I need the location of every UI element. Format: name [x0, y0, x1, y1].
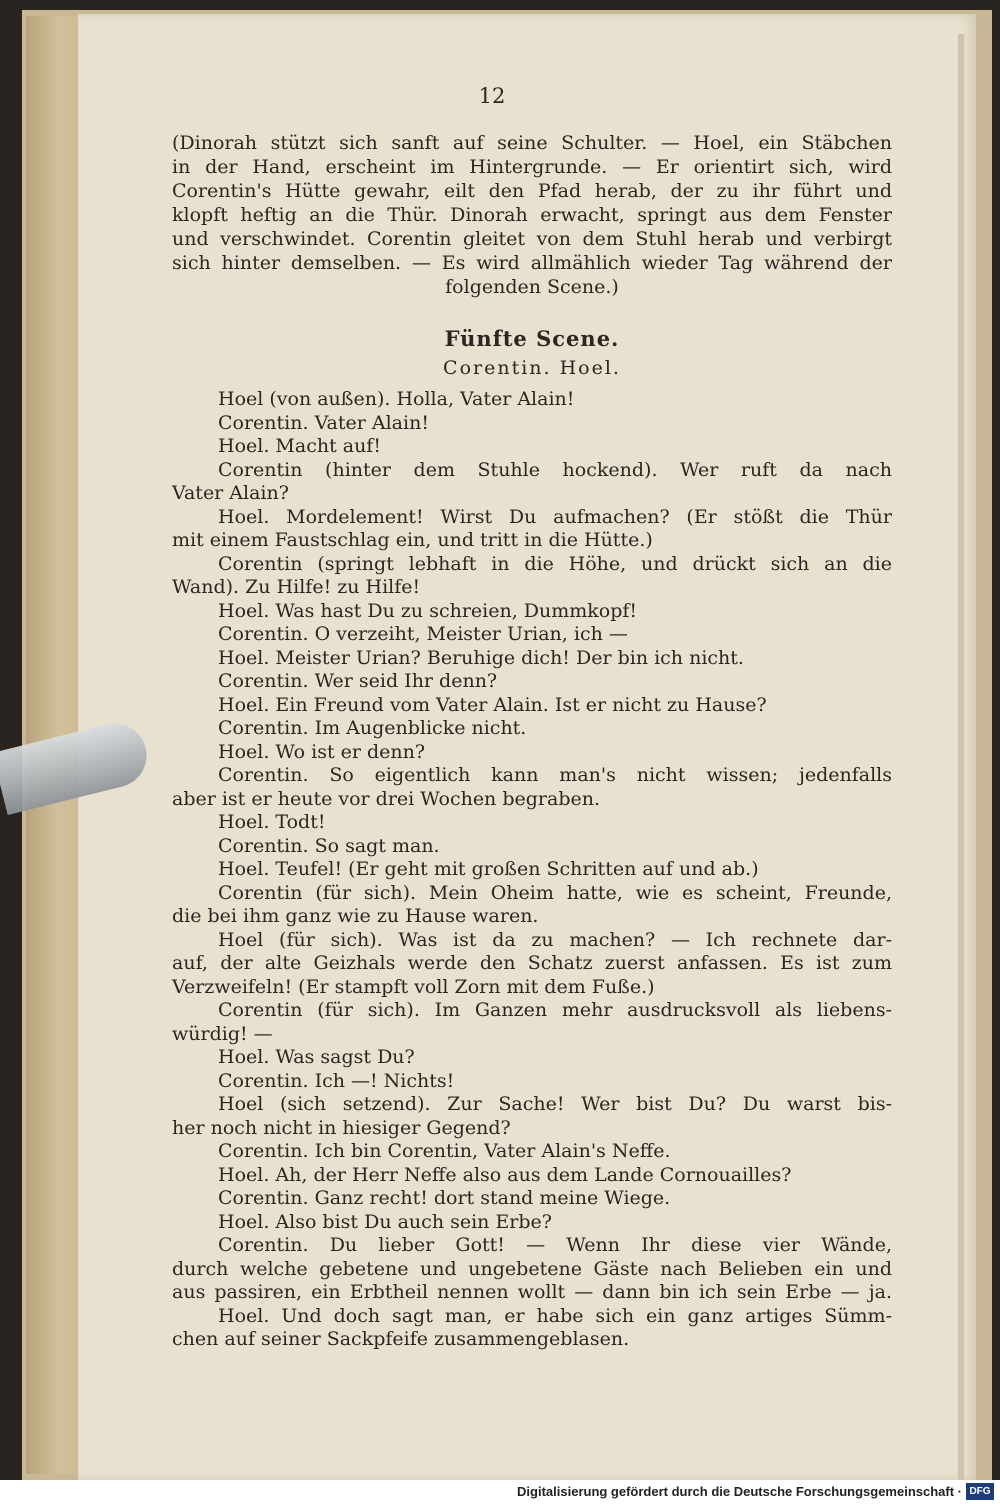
dialogue-line: Hoel. Was hast Du zu schreien, Dummkopf! — [218, 600, 638, 622]
dialogue-line: Hoel. Ah, der Herr Neffe also aus dem Lande Cornouailles? — [218, 1164, 792, 1186]
dialogue-line: Corentin (für sich). Im Ganzen mehr ausdrucksvoll als liebens- — [218, 999, 892, 1021]
dfg-logo: DFG — [966, 1483, 994, 1500]
dialogue-line: die bei ihm ganz wie zu Hause waren. — [172, 905, 539, 927]
page-number: 12 — [478, 84, 506, 108]
dialogue-line: Hoel (sich setzend). Zur Sache! Wer bist Du? Du warst bis- — [218, 1093, 892, 1115]
dialogue-line: mit einem Faustschlag ein, und tritt in die Hütte.) — [172, 529, 653, 551]
dialogue-line: Corentin. O verzeiht, Meister Urian, ich — — [218, 623, 628, 645]
dialogue-line: Hoel. Teufel! (Er geht mit großen Schritten auf und ab.) — [218, 858, 759, 880]
dialogue-line: Wand). Zu Hilfe! zu Hilfe! — [172, 576, 421, 598]
scene-characters: Corentin. Hoel. — [443, 357, 621, 379]
dialogue-line: Vater Alain? — [172, 482, 289, 504]
dialogue-line: durch welche gebetene und ungebetene Gäste nach Belieben ein und — [172, 1258, 892, 1280]
scene-heading: Fünfte Scene. — [444, 326, 620, 351]
text-line: in der Hand, erscheint im Hintergrunde. — Er orientirt sich, wird — [172, 156, 892, 178]
text-line: Corentin's Hütte gewahr, eilt den Pfad herab, der zu ihr führt und — [172, 180, 892, 202]
dialogue-line: Corentin (für sich). Mein Oheim hatte, wie es scheint, Freunde, — [218, 882, 892, 904]
text-line: klopft heftig an die Thür. Dinorah erwacht, springt aus dem Fenster — [172, 204, 892, 226]
dialogue-line: Hoel. Mordelement! Wirst Du aufmachen? (Er stößt die Thür — [218, 506, 892, 528]
dialogue-line: Corentin. So eigentlich kann man's nicht wissen; jedenfalls — [218, 764, 892, 786]
dialogue-line: Hoel. Wo ist er denn? — [218, 741, 426, 763]
dialogue-line: her noch nicht in hiesiger Gegend? — [172, 1117, 511, 1139]
dialogue-line: Verzweifeln! (Er stampft voll Zorn mit dem Fuße.) — [172, 976, 655, 998]
dialogue-line: aber ist er heute vor drei Wochen begraben. — [172, 788, 601, 810]
text-line: und verschwindet. Corentin gleitet von dem Stuhl herab und verbirgt — [172, 228, 892, 250]
dialogue-line: Hoel. Meister Urian? Beruhige dich! Der bin ich nicht. — [218, 647, 744, 669]
dialogue-line: aus passiren, ein Erbtheil nennen wollt — dann bin ich sein Erbe — ja. — [172, 1281, 892, 1303]
dialogue-line: Corentin. Im Augenblicke nicht. — [218, 717, 527, 739]
dialogue-line: Hoel. Und doch sagt man, er habe sich ein ganz artiges Sümm- — [218, 1305, 892, 1327]
dialogue-line: chen auf seiner Sackpfeife zusammengeblasen. — [172, 1328, 630, 1350]
footer-bar — [0, 1480, 1000, 1504]
footer-credit: Digitalisierung gefördert durch die Deutsche Forschungsgemeinschaft · — [517, 1484, 962, 1499]
dialogue-line: Corentin. Ich —! Nichts! — [218, 1070, 455, 1092]
dialogue-line: Corentin. Wer seid Ihr denn? — [218, 670, 498, 692]
dialogue-line: Corentin. Vater Alain! — [218, 412, 429, 434]
dialogue-line: Hoel. Macht auf! — [218, 435, 381, 457]
dialogue-line: Corentin. Ganz recht! dort stand meine Wiege. — [218, 1187, 671, 1209]
dialogue-line: Hoel. Was sagst Du? — [218, 1046, 415, 1068]
dialogue-line: Hoel (von außen). Holla, Vater Alain! — [218, 388, 575, 410]
dialogue-line: Corentin (hinter dem Stuhle hockend). Wer ruft da nach — [218, 459, 892, 481]
dialogue-line: Corentin. Du lieber Gott! — Wenn Ihr diese vier Wände, — [218, 1234, 892, 1256]
dialogue-line: auf, der alte Geizhals werde den Schatz zuerst anfassen. Es ist zum — [172, 952, 892, 974]
dialogue-line: würdig! — — [172, 1023, 273, 1045]
dialogue-line: Hoel (für sich). Was ist da zu machen? — Ich rechnete dar- — [218, 929, 892, 951]
dialogue-line: Corentin. Ich bin Corentin, Vater Alain's Neffe. — [218, 1140, 671, 1162]
dialogue-line: Corentin. So sagt man. — [218, 835, 440, 857]
page-edge — [958, 34, 964, 1484]
dialogue-line: Corentin (springt lebhaft in die Höhe, und drückt sich an die — [218, 553, 892, 575]
text-line: sich hinter demselben. — Es wird allmählich wieder Tag während der — [172, 252, 892, 274]
text-line: (Dinorah stützt sich sanft auf seine Schulter. — Hoel, ein Stäbchen — [172, 132, 892, 154]
dialogue-line: Hoel. Todt! — [218, 811, 326, 833]
text-line: folgenden Scene.) — [445, 276, 619, 298]
dialogue-line: Hoel. Ein Freund vom Vater Alain. Ist er nicht zu Hause? — [218, 694, 767, 716]
dialogue-line: Hoel. Also bist Du auch sein Erbe? — [218, 1211, 552, 1233]
